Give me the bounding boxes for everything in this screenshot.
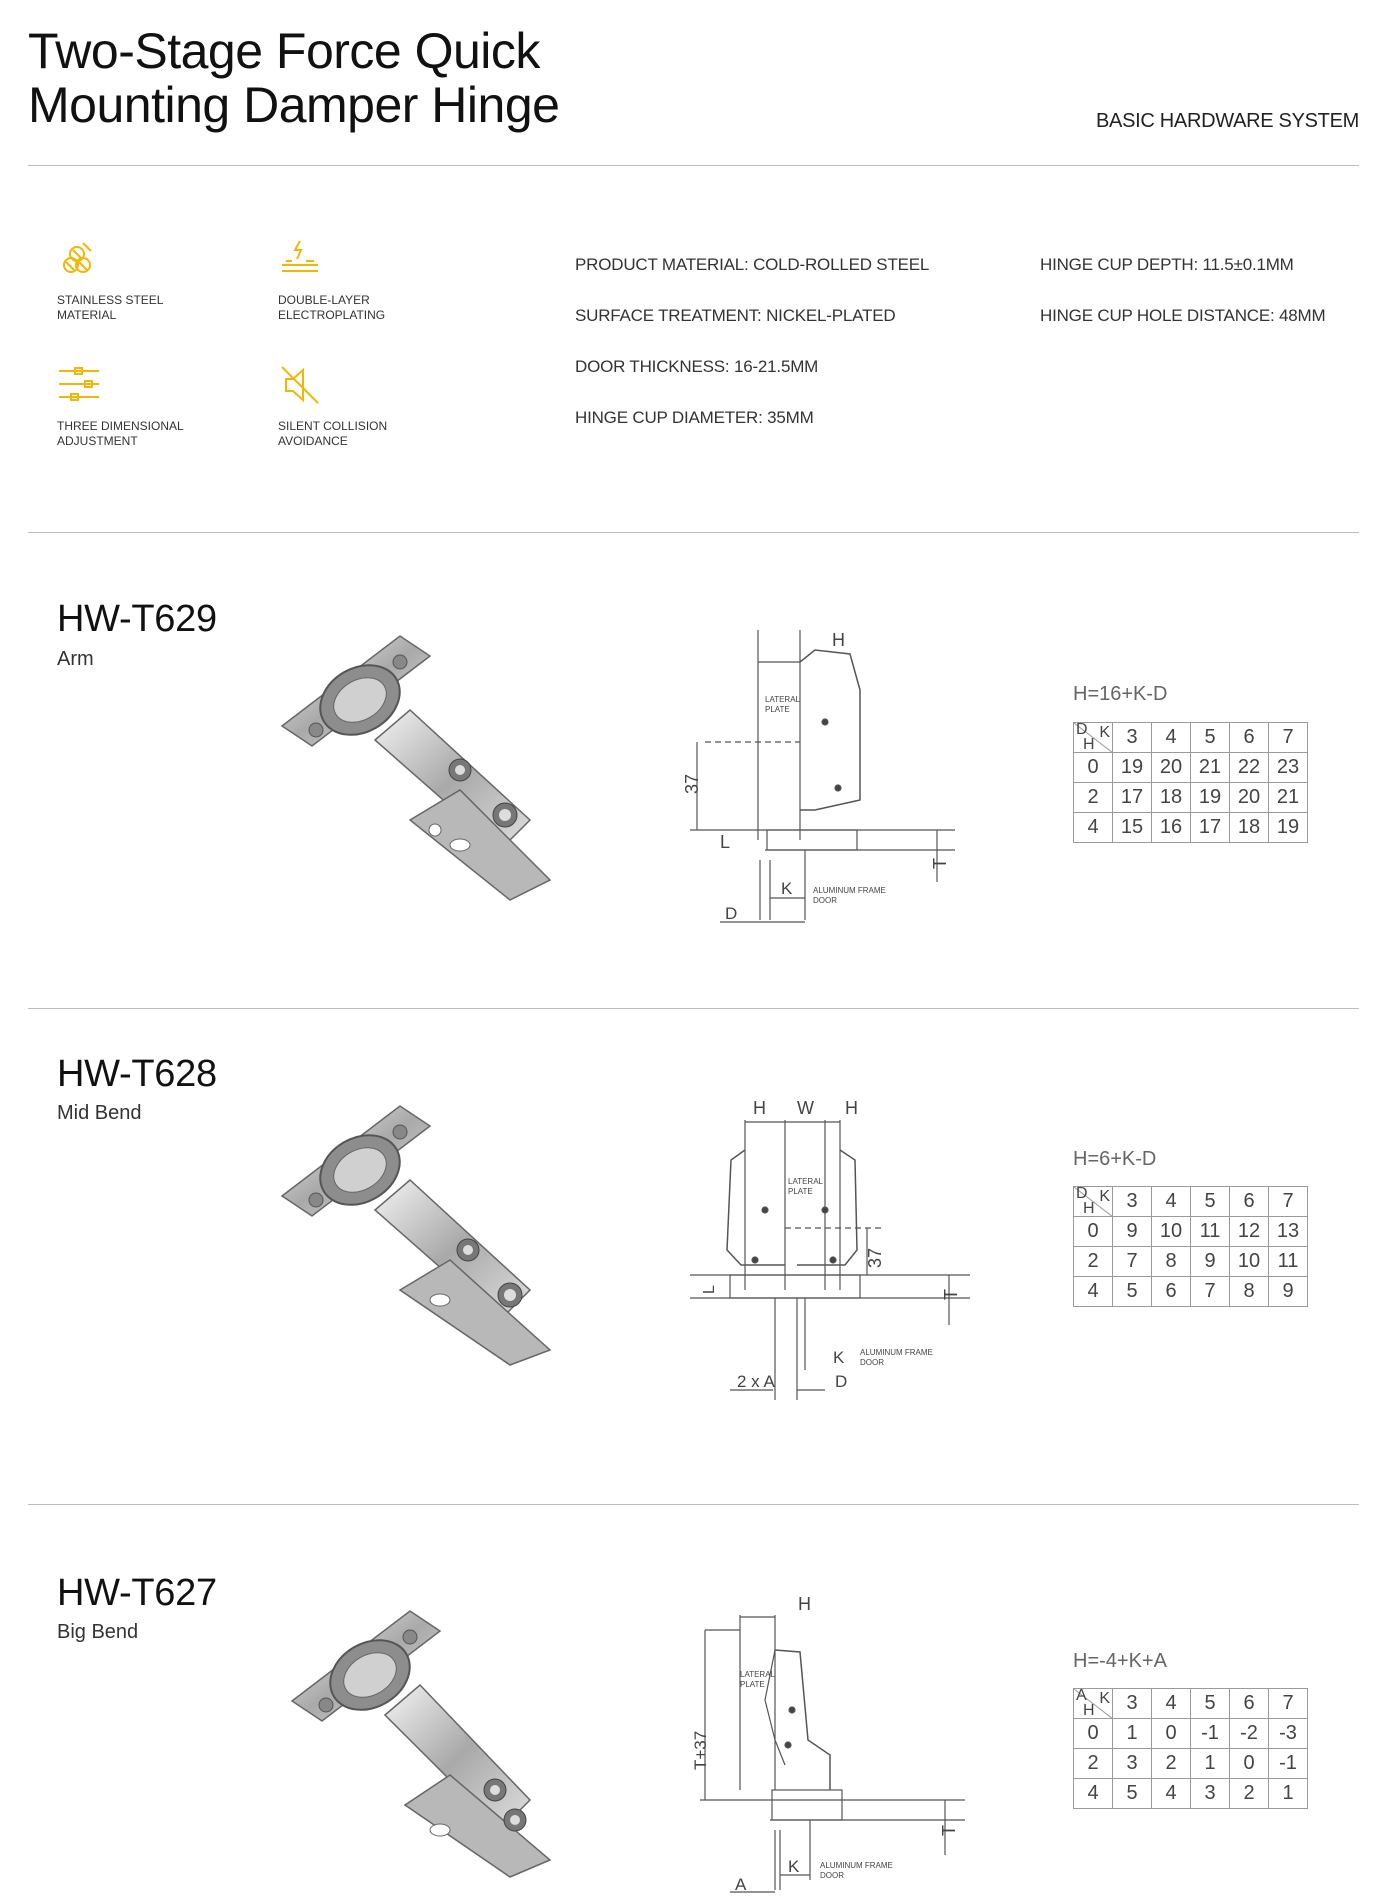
feature-stainless-steel	[57, 237, 237, 323]
table-cell: 21	[1191, 753, 1230, 783]
frame-line1: ALUMINUM FRAME	[813, 886, 886, 895]
table-cell: 2	[1074, 1247, 1113, 1277]
divider	[28, 1008, 1359, 1009]
table-cell: 0	[1074, 1719, 1113, 1749]
col-header: 5	[1191, 1187, 1230, 1217]
table-cell: 8	[1152, 1247, 1191, 1277]
table-cell: 1	[1113, 1719, 1152, 1749]
table-cell: 3	[1113, 1749, 1152, 1779]
table-cell: 11	[1191, 1217, 1230, 1247]
table-cell: 20	[1230, 783, 1269, 813]
technical-drawing	[680, 1590, 965, 1895]
col-header: 5	[1191, 1689, 1230, 1719]
table-cell: 4	[1152, 1779, 1191, 1809]
table-cell: 10	[1230, 1247, 1269, 1277]
title-line-1: Two-Stage Force Quick	[28, 23, 540, 79]
dim-37: 37	[682, 773, 702, 794]
page-title	[28, 24, 559, 132]
table-cell: 7	[1113, 1247, 1152, 1277]
table-row	[1074, 753, 1308, 783]
lateral-plate-line1: LATERAL	[788, 1177, 823, 1186]
col-header: 4	[1152, 1187, 1191, 1217]
model-variant: Arm	[57, 648, 94, 670]
table-cell: 5	[1113, 1779, 1152, 1809]
spec-cup-diameter: HINGE CUP DIAMETER: 35MM	[575, 408, 814, 427]
table-cell: 0	[1152, 1719, 1191, 1749]
dim-l: L	[701, 1285, 718, 1294]
table-cell: 9	[1269, 1277, 1308, 1307]
feature-label: SILENT COLLISION AVOIDANCE	[278, 419, 388, 448]
feature-electroplating	[278, 237, 458, 323]
dim-l: L	[720, 832, 731, 852]
electroplating-icon	[278, 237, 322, 281]
dim-2xa: 2 x A	[737, 1372, 775, 1391]
table-row	[1074, 1217, 1308, 1247]
table-cell: 18	[1230, 813, 1269, 843]
formula: H=-4+K+A	[1073, 1650, 1167, 1672]
model-number: HW-T627	[57, 1572, 217, 1614]
feature-silent	[278, 363, 458, 449]
brand-label: BASIC HARDWARE SYSTEM	[1096, 110, 1359, 132]
table-cell: 23	[1269, 753, 1308, 783]
table-cell: 0	[1074, 753, 1113, 783]
dim-h: H	[832, 630, 845, 650]
table-cell: 20	[1152, 753, 1191, 783]
col-header: 3	[1113, 1187, 1152, 1217]
feature-label: THREE DIMENSIONAL ADJUSTMENT	[57, 419, 184, 448]
col-header: 7	[1269, 1187, 1308, 1217]
frame-line2: DOOR	[820, 1871, 844, 1880]
sliders-icon	[57, 363, 101, 407]
dim-t: T	[939, 1825, 959, 1836]
feature-label: STAINLESS STEEL MATERIAL	[57, 293, 164, 322]
layers-coins-icon	[57, 237, 101, 281]
table-cell: 2	[1074, 783, 1113, 813]
col-header: 6	[1230, 1187, 1269, 1217]
table-cell: 17	[1191, 813, 1230, 843]
table-cell: 15	[1113, 813, 1152, 843]
dim-k: K	[833, 1348, 845, 1367]
table-cell: 0	[1074, 1217, 1113, 1247]
spec-door: DOOR THICKNESS: 16-21.5MM	[575, 357, 819, 376]
table-cell: 18	[1152, 783, 1191, 813]
table-cell: 10	[1152, 1217, 1191, 1247]
table-cell: 2	[1230, 1779, 1269, 1809]
frame-line1: ALUMINUM FRAME	[860, 1348, 933, 1357]
table-cell: 0	[1230, 1749, 1269, 1779]
table-row	[1074, 1277, 1308, 1307]
table-row	[1074, 1749, 1308, 1779]
spec-cup-depth: HINGE CUP DEPTH: 11.5±0.1MM	[1040, 255, 1294, 274]
table-cell: 19	[1269, 813, 1308, 843]
table-cell: 4	[1074, 1779, 1113, 1809]
model-number: HW-T629	[57, 598, 217, 640]
col-header: 6	[1230, 723, 1269, 753]
col-header: 3	[1113, 1689, 1152, 1719]
table-row	[1074, 783, 1308, 813]
table-corner: D K H	[1074, 723, 1113, 753]
model-number: HW-T628	[57, 1053, 217, 1095]
table-cell: 1	[1191, 1749, 1230, 1779]
spec-hole-distance: HINGE CUP HOLE DISTANCE: 48MM	[1040, 306, 1326, 325]
dim-w: W	[797, 1100, 814, 1118]
dim-h: H	[798, 1594, 811, 1614]
dim-d: D	[725, 904, 738, 923]
col-header: 4	[1152, 723, 1191, 753]
offset-table	[1073, 1186, 1308, 1307]
table-row	[1074, 1779, 1308, 1809]
mute-icon	[278, 363, 322, 407]
table-cell: 9	[1191, 1247, 1230, 1277]
table-cell: 22	[1230, 753, 1269, 783]
dim-37: 37	[865, 1247, 885, 1268]
technical-drawing	[685, 1100, 970, 1400]
table-cell: 2	[1074, 1749, 1113, 1779]
col-header: 3	[1113, 723, 1152, 753]
feature-3d-adjustment	[57, 363, 237, 449]
offset-table	[1073, 722, 1308, 843]
table-cell: -1	[1191, 1719, 1230, 1749]
dim-t: T	[930, 858, 950, 869]
technical-drawing	[675, 630, 955, 930]
lateral-plate-line1: LATERAL	[765, 695, 800, 704]
table-row	[1074, 1719, 1308, 1749]
dim-h-right: H	[845, 1100, 858, 1118]
table-cell: 8	[1230, 1277, 1269, 1307]
table-cell: 19	[1191, 783, 1230, 813]
offset-table	[1073, 1688, 1308, 1809]
hinge-photo	[290, 1605, 590, 1880]
hinge-photo	[280, 1100, 590, 1370]
dim-a: A	[735, 1875, 747, 1894]
dim-t: T	[941, 1289, 961, 1300]
dim-d: D	[835, 1372, 848, 1391]
dim-k: K	[788, 1857, 800, 1876]
dim-k: K	[781, 879, 793, 898]
lateral-plate-line2: PLATE	[765, 705, 790, 714]
lateral-plate-line1: LATERAL	[740, 1670, 775, 1679]
table-cell: 1	[1269, 1779, 1308, 1809]
model-variant: Mid Bend	[57, 1102, 142, 1124]
dim-t-37: T+37	[691, 1730, 710, 1770]
frame-line2: DOOR	[813, 896, 837, 905]
dim-h-left: H	[753, 1100, 766, 1118]
divider	[28, 1504, 1359, 1505]
lateral-plate-line2: PLATE	[788, 1187, 813, 1196]
spec-material: PRODUCT MATERIAL: COLD-ROLLED STEEL	[575, 255, 930, 274]
spec-surface: SURFACE TREATMENT: NICKEL-PLATED	[575, 306, 896, 325]
col-header: 4	[1152, 1689, 1191, 1719]
title-line-2: Mounting Damper Hinge	[28, 77, 560, 133]
feature-label: DOUBLE-LAYER ELECTROPLATING	[278, 293, 386, 322]
table-row	[1074, 813, 1308, 843]
col-header: 7	[1269, 1689, 1308, 1719]
formula: H=16+K-D	[1073, 683, 1168, 705]
frame-line2: DOOR	[860, 1358, 884, 1367]
col-header: 5	[1191, 723, 1230, 753]
table-cell: -2	[1230, 1719, 1269, 1749]
col-header: 6	[1230, 1689, 1269, 1719]
table-cell: 21	[1269, 783, 1308, 813]
col-header: 7	[1269, 723, 1308, 753]
lateral-plate-line2: PLATE	[740, 1680, 765, 1689]
table-cell: 5	[1113, 1277, 1152, 1307]
table-cell: 16	[1152, 813, 1191, 843]
hinge-photo	[280, 630, 590, 910]
table-cell: 3	[1191, 1779, 1230, 1809]
table-cell: 13	[1269, 1217, 1308, 1247]
table-cell: 6	[1152, 1277, 1191, 1307]
model-variant: Big Bend	[57, 1621, 139, 1643]
table-cell: -1	[1269, 1749, 1308, 1779]
table-corner: D K H	[1074, 1187, 1113, 1217]
table-cell: 19	[1113, 753, 1152, 783]
table-cell: 9	[1113, 1217, 1152, 1247]
divider	[28, 165, 1359, 166]
table-cell: 2	[1152, 1749, 1191, 1779]
table-row	[1074, 1247, 1308, 1277]
table-cell: 17	[1113, 783, 1152, 813]
table-cell: 4	[1074, 813, 1113, 843]
table-cell: 4	[1074, 1277, 1113, 1307]
table-cell: 7	[1191, 1277, 1230, 1307]
formula: H=6+K-D	[1073, 1148, 1157, 1170]
divider	[28, 532, 1359, 533]
table-cell: 12	[1230, 1217, 1269, 1247]
table-cell: 11	[1269, 1247, 1308, 1277]
table-corner: A K H	[1074, 1689, 1113, 1719]
frame-line1: ALUMINUM FRAME	[820, 1861, 893, 1870]
table-cell: -3	[1269, 1719, 1308, 1749]
